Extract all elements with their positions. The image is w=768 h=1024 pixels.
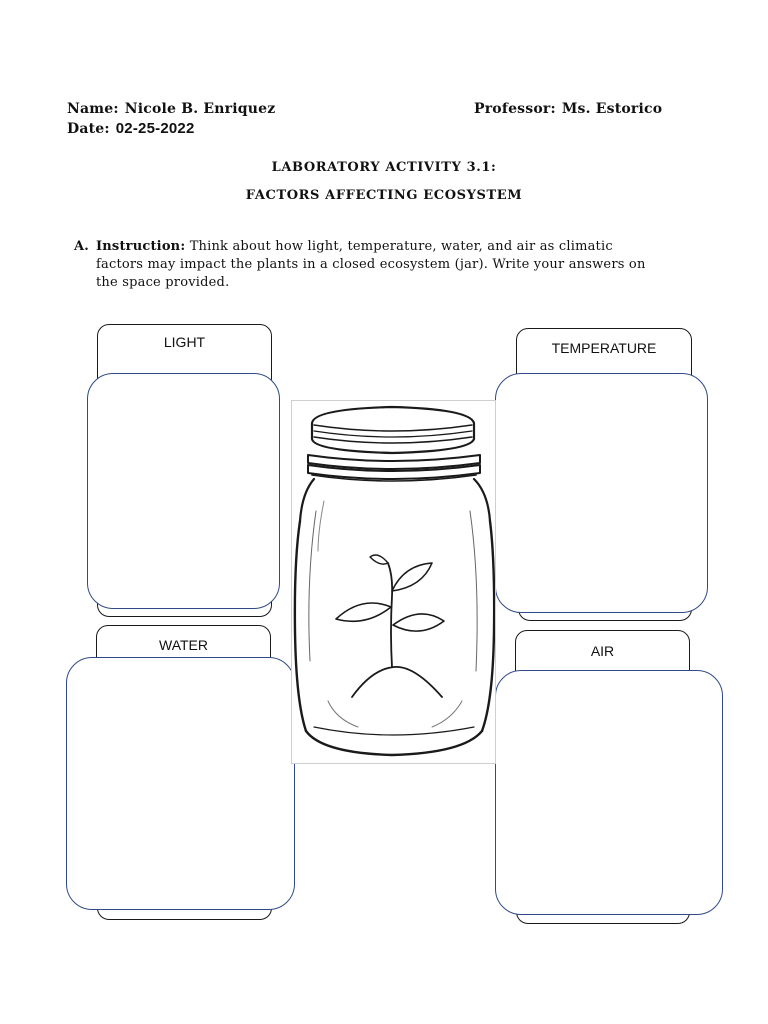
temperature-label: TEMPERATURE (551, 340, 657, 356)
air-answer-box[interactable] (495, 670, 723, 915)
instruction-line-1: Think about how light, temperature, water, and air as climatic (189, 239, 613, 254)
activity-subtitle: FACTORS AFFECTING ECOSYSTEM (245, 188, 523, 203)
name-value: Nicole B. Enriquez (124, 101, 276, 117)
water-label: WATER (159, 637, 208, 653)
professor-value: Ms. Estorico (561, 101, 663, 117)
date-value: 02-25-2022 (115, 120, 195, 137)
light-answer-box[interactable] (87, 373, 280, 609)
mason-jar-with-sprout-icon (292, 401, 495, 763)
instruction-block (74, 238, 714, 292)
name-label: Name: (67, 101, 119, 117)
instruction-lead: Instruction: (96, 239, 186, 254)
light-label: LIGHT (163, 334, 206, 350)
professor-field (474, 101, 662, 117)
jar-illustration-frame (291, 400, 496, 764)
air-label: AIR (590, 643, 615, 659)
activity-title: LABORATORY ACTIVITY 3.1: (271, 160, 497, 175)
professor-label: Professor: (474, 101, 556, 117)
name-field (67, 101, 275, 117)
date-label: Date: (67, 121, 110, 137)
section-marker: A. (74, 239, 90, 254)
instruction-line-2: factors may impact the plants in a closed ecosystem (jar). Write your answers on (96, 257, 646, 272)
water-answer-box[interactable] (66, 657, 295, 910)
date-field (67, 120, 195, 137)
instruction-line-3: the space provided. (96, 275, 230, 290)
temperature-answer-box[interactable] (495, 373, 708, 613)
